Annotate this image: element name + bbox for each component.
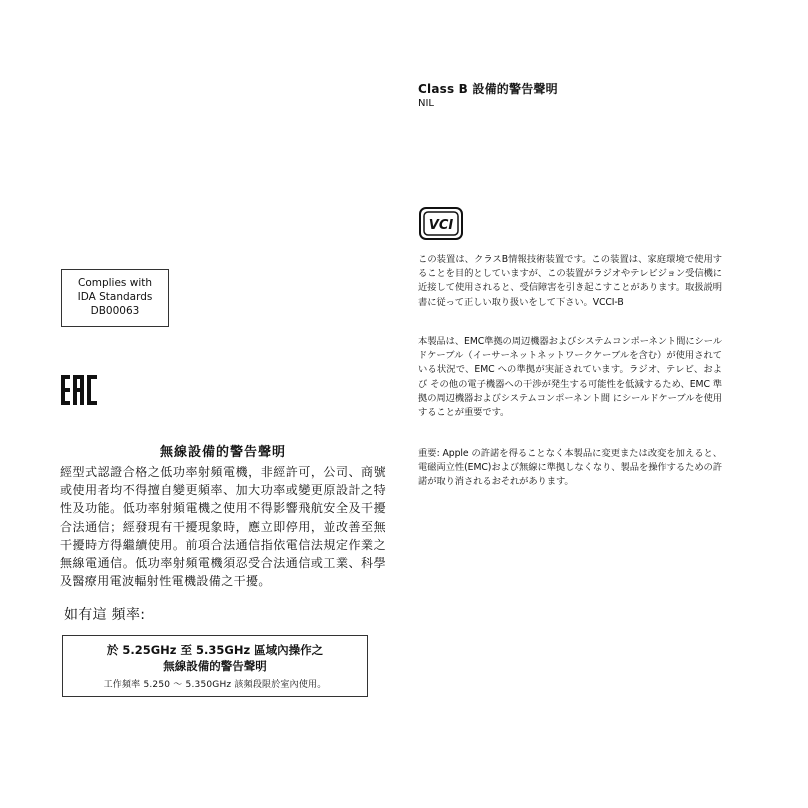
emc-compliance-paragraph: 本製品は、EMC準拠の周辺機器およびシステムコンポーネント間にシールドケーブル（イーサーネットネットワークケーブルを含む）が使用されている状況で、EMC への準拠が実証されています。ラジオ、テレビ、および その他の電子機器への干渉が発生する可能性を低減するため、EMC 準拠の周辺機器およびシステムコンポーネント間 にシールドケーブルを使用することが重要です。 [418, 336, 722, 419]
vcci-logo-text: VCI [428, 218, 454, 233]
wireless-warning-title: 無線設備的警告聲明 [159, 445, 286, 460]
class-b-heading: Class B 設備的警告聲明 [418, 82, 558, 96]
frequency-heading: 如有這 頻率: [64, 607, 146, 623]
ida-compliance-box [61, 269, 169, 327]
vcci-notice-paragraph: この装置は、クラスB情報技術装置です。この装置は、家庭環境で使用することを目的としていますが、この装置がラジオやテレビジョン受信機に近接して使用されると、受信障害を引き起こすことがあります。取扱説明書に従って正しい取り扱いをして下さい。VCCI-B [418, 254, 722, 308]
frequency-box-line-3: 工作頻率 5.250 ～ 5.350GHz 該頻段限於室內使用。 [103, 680, 327, 690]
ida-line-1: Complies with [77, 277, 153, 289]
frequency-box-line-1: 於 5.25GHz 至 5.35GHz 區域內操作之 [106, 643, 324, 657]
class-b-value: NIL [418, 98, 435, 109]
vcci-logo-icon [419, 207, 463, 240]
frequency-warning-box [62, 635, 368, 697]
ida-line-3: DB00063 [90, 305, 140, 317]
eac-logo-icon [60, 374, 98, 406]
eac-logo-text: EAC [60, 374, 62, 375]
frequency-box-line-2: 無線設備的警告聲明 [163, 659, 267, 673]
ida-line-2: IDA Standards [77, 291, 153, 303]
wireless-warning-body: 經型式認證合格之低功率射頻電機，非經許可，公司、商號或使用者均不得擅自變更頻率、加大功率或變更原設計之特性及功能。低功率射頻電機之使用不得影響飛航安全及干擾合法通信；經發現有干擾現象時，應立即停用，並改善至無干擾時方得繼續使用。前項合法通信指依電信法規定作業之無線電通信。低功率射頻電機須忍受合法通信或工業、科學及醫療用電波輻射性電機設備之干擾。 [60, 465, 386, 589]
important-notice-paragraph: 重要: Apple の許諾を得ることなく本製品に変更または改変を加えると、電磁両立性(EMC)および無線に準拠しなくなり、製品を操作するための許諾が取り消されるおそれがあります。 [418, 448, 722, 488]
